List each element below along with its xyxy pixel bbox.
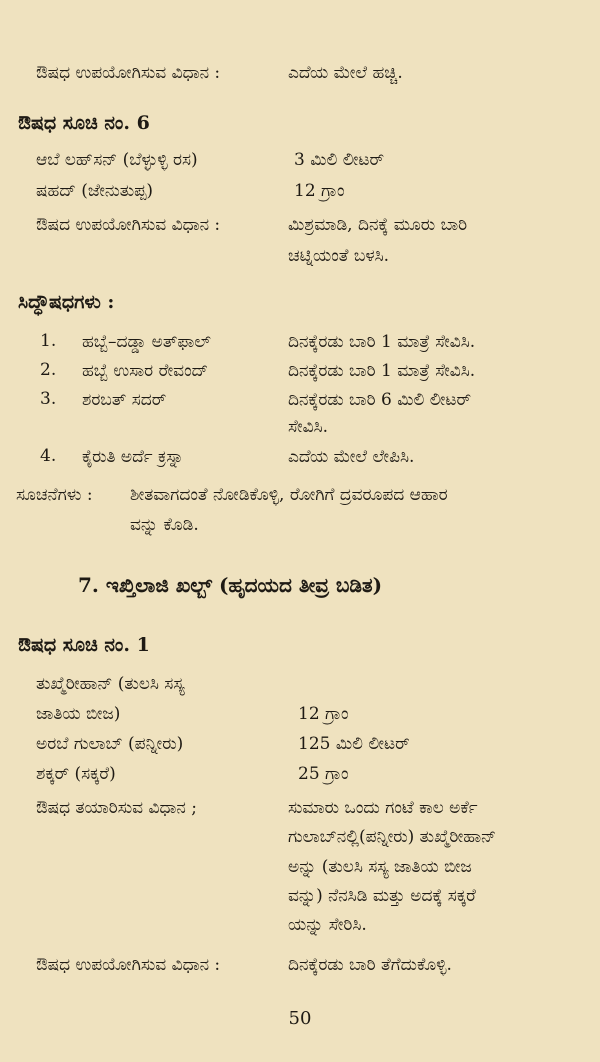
medicine-use: ದಿನಕ್ಕೆರಡು ಬಾರಿ 1 ಮಾತ್ರೆ ಸೇವಿಸಿ.	[288, 361, 476, 381]
use-label: ಔಷಧ ಉಪಯೋಗಿಸುವ ವಿಧಾನ :	[36, 955, 221, 975]
medicine-name: ಕೈರುತಿ ಅರ್ದೆ ಕ್ರಸ್ನಾ	[82, 447, 184, 467]
prep-text: ಸುಮಾರು ಒಂದು ಗಂಟೆ ಕಾಲ ಅರ್ಕೆ	[288, 798, 478, 818]
ingredient-qty: 25 ಗ್ರಾಂ	[298, 764, 349, 784]
medicine-use: ಎದೆಯ ಮೇಲೆ ಲೇಪಿಸಿ.	[288, 447, 415, 467]
section-heading: ಔಷಧ ಸೂಚಿ ನಂ. 1	[18, 634, 150, 656]
item-number: 2.	[40, 360, 57, 380]
method-text: ಮಿಶ್ರಮಾಡಿ, ದಿನಕ್ಕೆ ಮೂರು ಬಾರಿ	[288, 215, 468, 235]
page-number: 50	[288, 1008, 312, 1029]
section-heading: ಸಿದ್ಧೌಷಧಗಳು :	[18, 291, 115, 313]
method-value: ಎದೆಯ ಮೇಲೆ ಹಚ್ಚಿ.	[288, 63, 403, 83]
ingredient-name-continued: ಜಾತಿಯ ಬೀಜ)	[36, 704, 121, 724]
prep-text: ವನ್ನು) ನೆನಸಿಡಿ ಮತ್ತು ಅದಕ್ಕೆ ಸಕ್ಕರೆ	[288, 886, 476, 906]
ingredient-qty: 12 ಗ್ರಾಂ	[298, 704, 349, 724]
prep-text: ಗುಲಾಬ್‌ನಲ್ಲಿ(ಪನ್ನೀರು) ತುಖ್ಮೆರೀಹಾನ್	[288, 827, 497, 847]
ingredient-qty: 12 ಗ್ರಾಂ	[294, 181, 345, 201]
medicine-name: ಹಬ್ಬೆ ಉಸಾರ ರೇವಂದ್	[82, 361, 209, 381]
ingredient-name: ಆಬೆ ಲಹ್‌ಸನ್ (ಬೆಳ್ಳುಳ್ಳಿ ರಸ)	[36, 150, 198, 170]
chapter-title: 7. ಇಖ್ತಿಲಾಜಿ ಖಲ್ಬ್ (ಹೃದಯದ ತೀವ್ರ ಬಡಿತ)	[78, 573, 383, 597]
prep-text: ಅನ್ನು (ತುಲಸಿ ಸಸ್ಯ ಜಾತಿಯ ಬೀಜ	[288, 857, 472, 877]
medicine-use-continued: ಸೇವಿಸಿ.	[288, 417, 328, 437]
section-heading: ಔಷಧ ಸೂಚಿ ನಂ. 6	[18, 112, 150, 134]
ingredient-name: ಷಹದ್ (ಜೇನುತುಪ್ಪ)	[36, 181, 153, 201]
ingredient-name: ತುಖ್ಮೆರೀಹಾನ್ (ತುಲಸಿ ಸಸ್ಯ	[36, 674, 185, 694]
item-number: 3.	[40, 389, 57, 409]
prep-label: ಔಷಧ ತಯಾರಿಸುವ ವಿಧಾನ ;	[36, 798, 198, 818]
ingredient-name: ಶಕ್ಕರ್ (ಸಕ್ಕರೆ)	[36, 764, 116, 784]
medicine-use: ದಿನಕ್ಕೆರಡು ಬಾರಿ 6 ಮಿಲಿ ಲೀಟರ್	[288, 390, 472, 410]
method-label: ಔಷದ ಉಪಯೋಗಿಸುವ ವಿಧಾನ :	[36, 215, 221, 235]
suggestion-text: ಶೀತವಾಗದಂತೆ ನೋಡಿಕೊಳ್ಳಿ, ರೋಗಿಗೆ ದ್ರವರೂಪದ ಆಹಾರ	[130, 485, 448, 505]
medicine-name: ಶರಬತ್ ಸದರ್	[82, 390, 167, 410]
ingredient-qty: 3 ಮಿಲಿ ಲೀಟರ್	[294, 150, 385, 170]
ingredient-name: ಅರಬೆ ಗುಲಾಬ್ (ಪನ್ನೀರು)	[36, 734, 184, 754]
suggestion-text: ವನ್ನು ಕೊಡಿ.	[130, 515, 199, 535]
item-number: 4.	[40, 446, 57, 466]
prep-text: ಯನ್ನು ಸೇರಿಸಿ.	[288, 915, 367, 935]
method-text: ಚಟ್ನಿಯಂತೆ ಬಳಸಿ.	[288, 246, 390, 266]
medicine-name: ಹಬ್ಬೆ–ದಡ್ಡಾ ಅತ್‌ಫಾಲ್	[82, 332, 211, 352]
use-text: ದಿನಕ್ಕೆರಡು ಬಾರಿ ತೆಗೆದುಕೊಳ್ಳಿ.	[288, 955, 452, 975]
item-number: 1.	[40, 331, 57, 351]
ingredient-qty: 125 ಮಿಲಿ ಲೀಟರ್	[298, 734, 410, 754]
medicine-use: ದಿನಕ್ಕೆರಡು ಬಾರಿ 1 ಮಾತ್ರೆ ಸೇವಿಸಿ.	[288, 332, 476, 352]
method-label: ಔಷಧ ಉಪಯೋಗಿಸುವ ವಿಧಾನ :	[36, 63, 221, 83]
suggestion-label: ಸೂಚನೆಗಳು :	[16, 485, 93, 505]
